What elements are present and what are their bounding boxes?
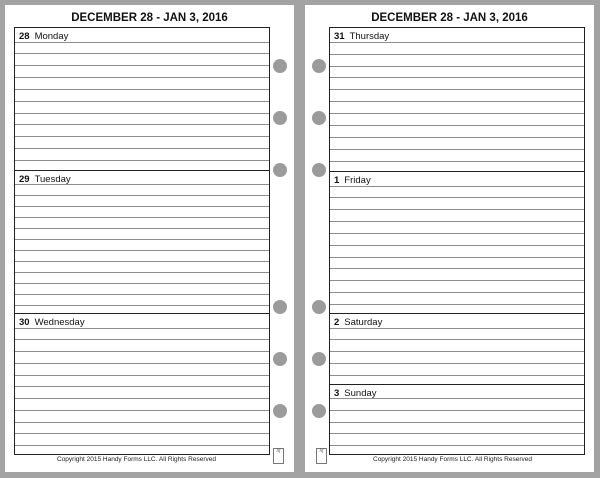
day-section-monday [15,28,269,170]
ruled-line [15,283,269,284]
ruled-line [330,113,584,114]
ruled-line [330,398,584,399]
day-number: 3 [334,388,340,399]
ruled-line [15,375,269,376]
ruled-line [330,77,584,78]
ruled-line [330,221,584,222]
ruled-line [15,124,269,125]
ruled-line [15,42,269,43]
day-name: Sunday [344,388,377,399]
left-planner-page [5,5,294,472]
ruled-line [15,65,269,66]
ruled-line [330,257,584,258]
day-label [334,175,371,186]
day-label [19,317,85,328]
binder-hole-icon [273,59,287,73]
left-page-header: DECEMBER 28 - JAN 3, 2016 [71,12,228,24]
right-planner-page [305,5,594,472]
binder-hole-icon [312,352,326,366]
day-number: 29 [19,174,30,185]
day-section-tuesday [15,170,269,313]
ruled-line [15,386,269,387]
ruled-line [15,445,269,446]
binder-hole-icon [312,59,326,73]
ruled-line [15,53,269,54]
ruled-line [330,233,584,234]
day-name: Saturday [344,317,383,328]
ruled-line [15,160,269,161]
ruled-line [330,304,584,305]
day-section-friday [330,171,584,313]
handy-forms-logo-icon: hf [273,448,284,464]
ruled-line [15,239,269,240]
ruled-line [15,363,269,364]
ruled-line [15,136,269,137]
day-number: 1 [334,175,340,186]
ruled-line [330,375,584,376]
ruled-line [330,363,584,364]
ruled-line [330,137,584,138]
ruled-line [15,328,269,329]
binder-hole-icon [312,111,326,125]
ruled-line [330,339,584,340]
ruled-line [15,305,269,306]
right-day-frame [329,27,585,455]
day-label [334,31,389,42]
day-section-wednesday [15,313,269,454]
ruled-line [330,149,584,150]
binder-hole-icon [273,404,287,418]
ruled-line [15,101,269,102]
ruled-line [330,89,584,90]
ruled-line [330,245,584,246]
handy-forms-logo-icon: hf [316,448,327,464]
copyright-text: Copyright 2015 Handy Forms LLC. All Rights Reserved [57,456,216,463]
day-name: Thursday [349,31,390,42]
ruled-line [330,280,584,281]
copyright-text: Copyright 2015 Handy Forms LLC. All Rights Reserved [373,456,532,463]
ruled-line [15,206,269,207]
ruled-line [15,217,269,218]
ruled-line [330,433,584,434]
ruled-line [15,398,269,399]
day-name: Tuesday [34,174,71,185]
ruled-line [330,410,584,411]
binder-hole-icon [273,352,287,366]
binder-hole-icon [312,404,326,418]
day-section-saturday [330,313,584,384]
ruled-line [330,197,584,198]
ruled-line [15,339,269,340]
right-page-header: DECEMBER 28 - JAN 3, 2016 [371,12,528,24]
day-number: 2 [334,317,340,328]
ruled-line [15,410,269,411]
ruled-line [330,125,584,126]
day-number: 31 [334,31,345,42]
ruled-line [330,268,584,269]
ruled-line [15,351,269,352]
ruled-line [330,328,584,329]
ruled-line [330,42,584,43]
ruled-line [15,113,269,114]
binder-hole-icon [273,111,287,125]
day-label [334,317,382,328]
ruled-line [330,422,584,423]
ruled-line [330,161,584,162]
day-name: Monday [34,31,69,42]
binder-hole-icon [312,163,326,177]
day-name: Wednesday [34,317,85,328]
ruled-line [330,209,584,210]
ruled-line [15,148,269,149]
ruled-line [330,66,584,67]
ruled-line [15,261,269,262]
binder-hole-icon [273,163,287,177]
ruled-line [330,292,584,293]
ruled-line [330,186,584,187]
ruled-line [330,351,584,352]
ruled-line [15,272,269,273]
binder-hole-icon [273,300,287,314]
ruled-line [15,433,269,434]
ruled-line [15,294,269,295]
day-label [19,31,68,42]
ruled-line [15,250,269,251]
day-section-thursday [330,28,584,171]
ruled-line [15,184,269,185]
ruled-line [330,445,584,446]
binder-hole-icon [312,300,326,314]
ruled-line [330,101,584,102]
ruled-line [330,54,584,55]
ruled-line [15,228,269,229]
ruled-line [15,422,269,423]
left-day-frame [14,27,270,455]
day-number: 30 [19,317,30,328]
ruled-line [15,89,269,90]
day-name: Friday [344,175,371,186]
ruled-line [15,77,269,78]
day-section-sunday [330,384,584,454]
ruled-line [15,195,269,196]
day-number: 28 [19,31,30,42]
